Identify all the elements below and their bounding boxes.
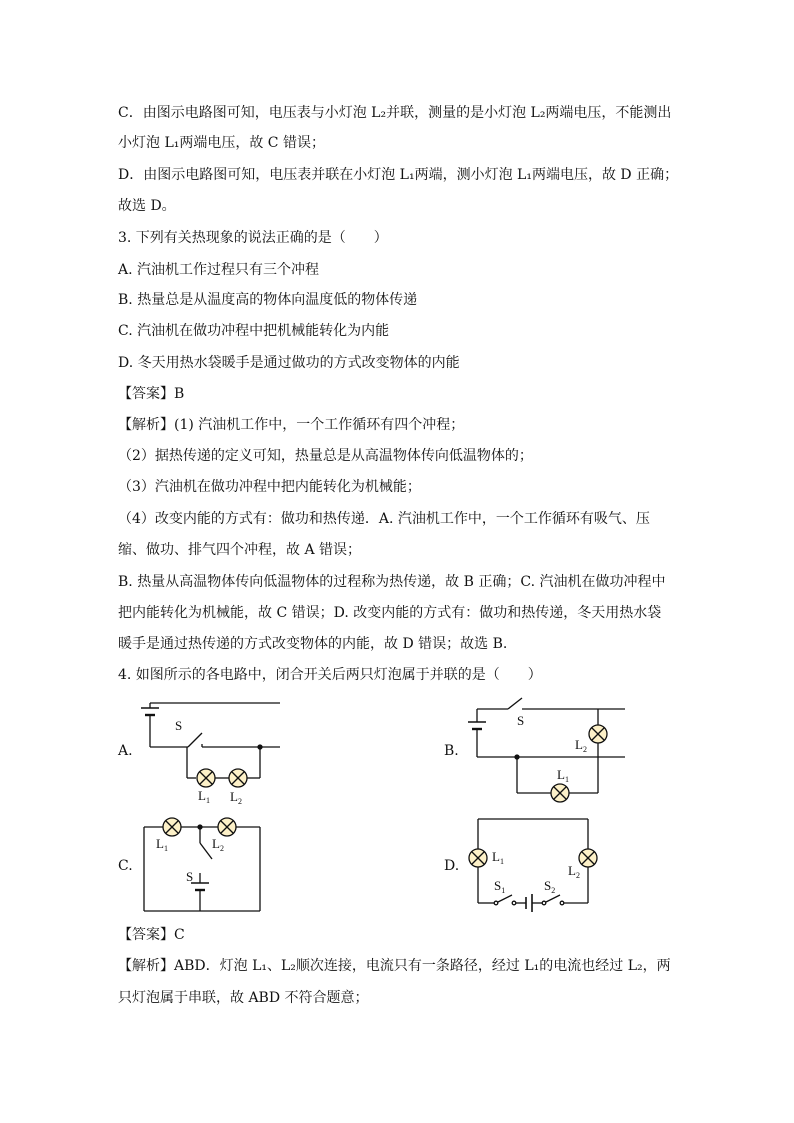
lamp1-subscript: 1 <box>205 796 210 805</box>
switch2-label: S <box>544 878 552 893</box>
svg-text:L2 <box>230 789 242 806</box>
circuit-diagram-a <box>130 695 290 814</box>
question-3-stem: 3. 下列有关热现象的说法正确的是（ ） <box>118 230 388 246</box>
svg-text:S1 <box>494 878 505 895</box>
lamp1-label: L <box>492 849 500 864</box>
question-3-option-c: C. 汽油机在做功冲程中把机械能转化为内能 <box>118 323 390 339</box>
analysis-3-line-8: 暖手是通过热传递的方式改变物体的内能，故 D 错误；故选 B. <box>118 636 508 652</box>
switch-label: S <box>186 869 194 884</box>
circuit-diagram-b <box>465 695 635 814</box>
question-4-stem: 4. 如图所示的各电路中，闭合开关后两只灯泡属于并联的是（ ） <box>118 667 542 683</box>
circuit-d-option-label: D. <box>444 858 460 874</box>
lamp2-label: L <box>212 836 220 851</box>
lamp1-label: L <box>557 767 565 782</box>
lamp2-label: L <box>575 737 583 752</box>
circuit-diagram-d <box>460 815 610 919</box>
svg-text:S2 <box>544 878 555 895</box>
svg-text:L2 <box>568 863 580 880</box>
analysis-4-line-2: 只灯泡属于串联，故 ABD 不符合题意； <box>118 990 369 1006</box>
analysis-3-line-7: 把内能转化为机械能，故 C 错误；D. 改变内能的方式有：做功和热传递，冬天用热水袋 <box>118 605 662 621</box>
question-3-option-d: D. 冬天用热水袋暖手是通过做功的方式改变物体的内能 <box>118 355 460 371</box>
switch1-subscript: 1 <box>501 886 506 895</box>
svg-text:L1 <box>198 788 210 805</box>
svg-text:L1 <box>557 767 569 784</box>
lamp1-subscript: 1 <box>163 844 168 853</box>
svg-text:L1 <box>492 849 504 866</box>
lamp2-subscript: 2 <box>582 745 587 754</box>
answer-4: 【答案】C <box>118 927 185 943</box>
text-line-3: D．由图示电路图可知，电压表并联在小灯泡 L₁两端，测小灯泡 L₁两端电压，故 D 正确； <box>118 167 679 183</box>
analysis-4-line-1: 【解析】ABD．灯泡 L₁、L₂顺次连接，电流只有一条路径，经过 L₁的电流也经过 L₂，两 <box>118 958 671 974</box>
svg-text:L2 <box>575 737 587 754</box>
switch1-label: S <box>494 878 502 893</box>
analysis-3-line-5: 缩、做功、排气四个冲程，故 A 错误； <box>118 542 362 558</box>
text-line-2: 小灯泡 L₁两端电压，故 C 错误； <box>118 135 325 151</box>
text-line-1: C．由图示电路图可知，电压表与小灯泡 L₂并联，测量的是小灯泡 L₂两端电压，不能测出 <box>118 105 672 121</box>
lamp2-subscript: 2 <box>219 844 224 853</box>
analysis-3-line-2: （2）据热传递的定义可知，热量总是从高温物体传向低温物体的； <box>118 448 533 464</box>
analysis-3-line-3: （3）汽油机在做功冲程中把内能转化为机械能； <box>118 479 421 495</box>
text-line-4: 故选 D。 <box>118 198 176 214</box>
circuit-diagram-c <box>140 815 270 924</box>
svg-text:L1 <box>156 836 168 853</box>
lamp2-label: L <box>568 863 576 878</box>
lamp2-subscript: 2 <box>237 797 242 806</box>
analysis-3-line-1: 【解析】(1) 汽油机工作中，一个工作循环有四个冲程； <box>118 417 465 433</box>
lamp1-label: L <box>156 836 164 851</box>
lamp1-label: L <box>198 788 206 803</box>
circuit-b-option-label: B. <box>444 743 459 759</box>
lamp2-label: L <box>230 789 238 804</box>
lamp1-subscript: 1 <box>564 775 569 784</box>
answer-3: 【答案】B <box>118 386 185 402</box>
switch-label: S <box>175 718 183 733</box>
svg-text:L2 <box>212 836 224 853</box>
question-3-option-a: A. 汽油机工作过程只有三个冲程 <box>118 262 320 278</box>
analysis-3-line-4: （4）改变内能的方式有：做功和热传递．A. 汽油机工作中，一个工作循环有吸气、压 <box>118 511 650 527</box>
circuit-c-option-label: C. <box>118 858 133 874</box>
analysis-3-line-6: B. 热量从高温物体传向低温物体的过程称为热传递，故 B 正确；C. 汽油机在做功冲程中 <box>118 574 666 590</box>
question-3-option-b: B. 热量总是从温度高的物体向温度低的物体传递 <box>118 292 418 308</box>
lamp2-subscript: 2 <box>575 871 580 880</box>
switch-label: S <box>517 713 525 728</box>
lamp1-subscript: 1 <box>499 857 504 866</box>
circuit-a-option-label: A. <box>118 743 133 759</box>
switch2-subscript: 2 <box>551 886 556 895</box>
